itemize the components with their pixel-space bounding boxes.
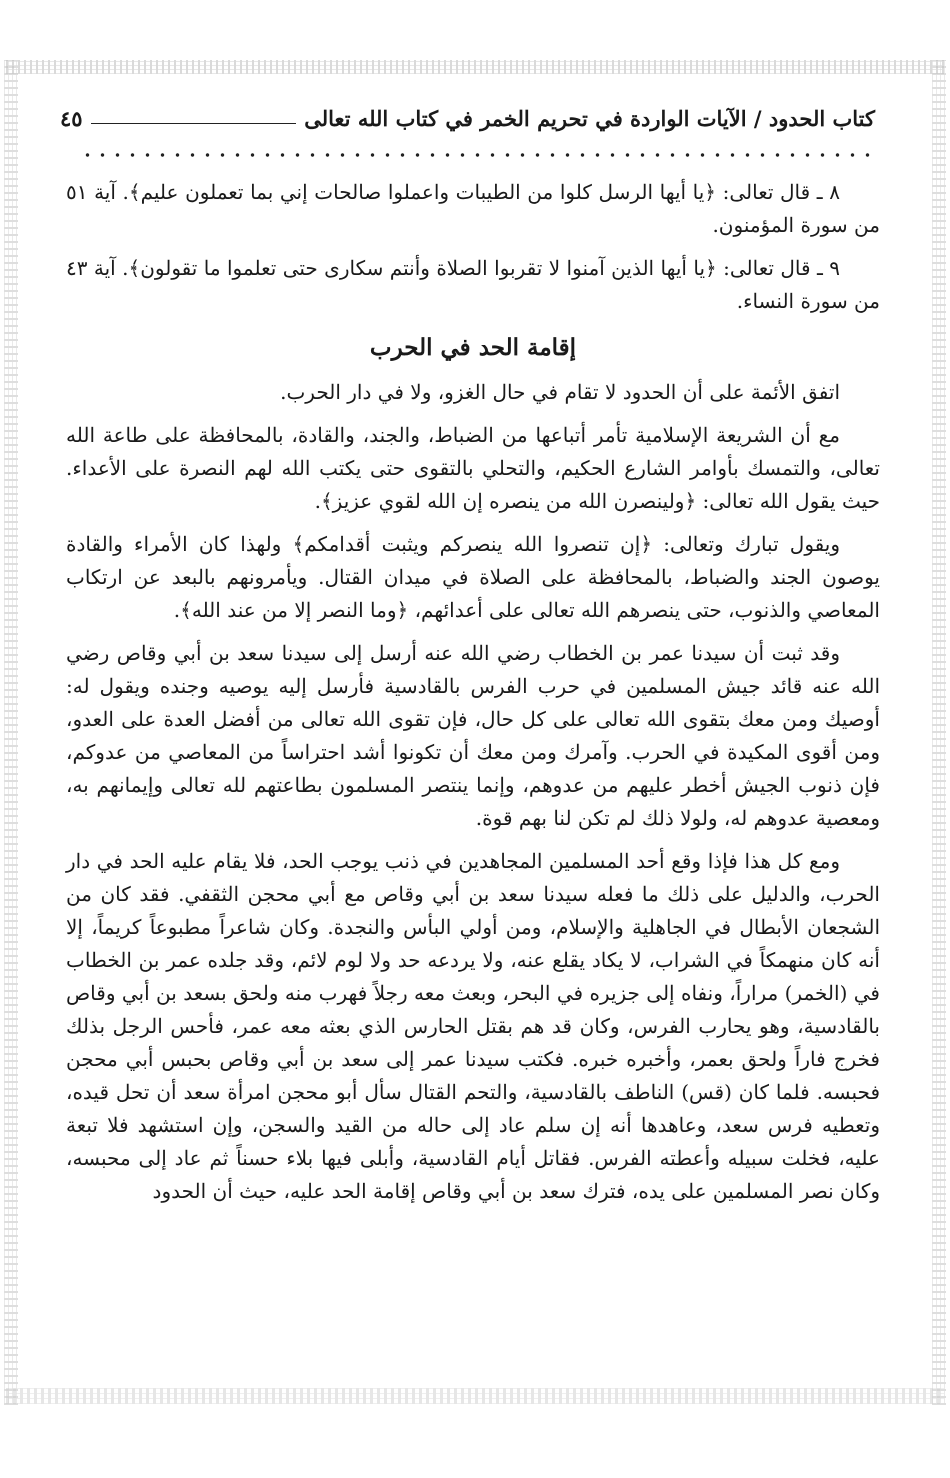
page-body [66, 176, 880, 1218]
section-heading: إقامة الحد في الحرب [369, 334, 577, 361]
body-paragraph: ويقول تبارك وتعالى: ﴿إن تنصروا الله ينصركم ويثبت أقدامكم﴾ ولهذا كان الأمراء والقادة يوصون الجند والضباط، بالمحافظة على الصلاة في ميدان القتال. ويأمرونهم بالبعد عن ارتكاب المعاصي والذنوب، حتى ينصرهم الله تعالى على أعدائهم، ﴿وما النصر إلا من عند الله﴾. [66, 532, 880, 622]
top-ornamental-border [6, 60, 944, 74]
body-paragraph: ومع كل هذا فإذا وقع أحد المسلمين المجاهدين في ذنب يوجب الحد، فلا يقام عليه الحد في دار الحرب، والدليل على ذلك ما فعله سيدنا سعد بن أبي وقاص مع أبي محجن الثقفي. فقد كان من الشجعان الأبطال في الجاهلية والإسلام، ومن أولي البأس والنجدة. وكان شاعراً مطبوعاً كريماً، إلا أنه كان منهمكاً في الشراب، لا يكاد يقلع عنه، ولا يردعه حد ولا لوم لائم، وقد جلده عمر بن الخطاب في (الخمر) مراراً، ونفاه إلى جزيره في البحر، وبعث معه رجلاً فهرب منه ولحق بسعد بن أبي وقاص بالقادسية، وهو يحارب الفرس، وكان قد هم بقتل الحارس الذي بعثه معه عمر، فأحس الرجل بذلك فخرج فاراً ولحق بعمر، وأخبره خبره. فكتب سيدنا عمر إلى سعد بن أبي وقاص بحبس أبي محجن فحبسه. فلما كان (قس) الناطف بالقادسية، والتحم القتال سأل أبو محجن امرأة سعد أن تحل قيده، وتعطيه فرس سعد، وعاهدها أنه إن سلم عاد إلى حاله من القيد والسجن، وإن استشهد فلا تبعة عليه، فخلت سبيله وأعطته الفرس. فقاتل أيام القادسية، وأبلى فيها بلاء حسناً ثم عاد إلى محبسه، وكان نصر المسلمين على يده، فترك سعد بن أبي وقاص إقامة الحد عليه، حيث أن الحدود [66, 849, 881, 1203]
bottom-ornamental-border [6, 1388, 944, 1404]
header-rule [91, 123, 297, 124]
running-title: كتاب الحدود / الآيات الواردة في تحريم الخمر في كتاب الله تعالى [304, 105, 875, 131]
body-paragraph: وقد ثبت أن سيدنا عمر بن الخطاب رضي الله عنه أرسل إلى سيدنا سعد بن أبي وقاص رضي الله عنه قائد جيش المسلمين في حرب الفرس بالقادسية فأرسل إليه يوصيه وجنده ويقول له: أوصيك ومن معك بتقوى الله تعالى على كل حال، فإن تقوى الله تعالى من أفضل العدة على العدو، ومن أقوى المكيدة في الحرب. وآمرك ومن معك أن تكونوا أشد احتراساً من المعاصي من عدوكم، فإن ذنوب الجيش أخطر عليهم من عدوهم، وإنما ينتصر المسلمون بطاعتهم لله تعالى وإيمانهم به، ومعصية عدوهم له، ولولا ذلك لم تكن لنا بهم قوة. [66, 641, 880, 830]
body-paragraph: مع أن الشريعة الإسلامية تأمر أتباعها من الضباط، والجند، والقادة، بالمحافظة على طاعة الله تعالى، والتمسك بأوامر الشارع الحكيم، والتحلي بالتقوى حتى يكتب الله لهم النصرة على الأعداء. حيث يقول الله تعالى: ﴿ولينصرن الله من ينصره إن الله لقوي عزيز﴾. [66, 423, 880, 513]
left-ornamental-border [4, 60, 18, 1405]
dotted-divider [80, 152, 870, 158]
page-number: ٤٥ [60, 105, 83, 131]
right-ornamental-border [932, 60, 946, 1405]
numbered-item: ٨ ـ قال تعالى: ﴿يا أيها الرسل كلوا من الطيبات واعملوا صالحات إني بما تعملون عليم﴾. آية ٥١ من سورة المؤمنون. [66, 180, 880, 237]
page-header [60, 100, 875, 136]
numbered-item: ٩ ـ قال تعالى: ﴿يا أيها الذين آمنوا لا تقربوا الصلاة وأنتم سكارى حتى تعلموا ما تقولون﴾. آية ٤٣ من سورة النساء. [66, 256, 880, 313]
body-paragraph: اتفق الأئمة على أن الحدود لا تقام في حال الغزو، ولا في دار الحرب. [280, 380, 840, 404]
